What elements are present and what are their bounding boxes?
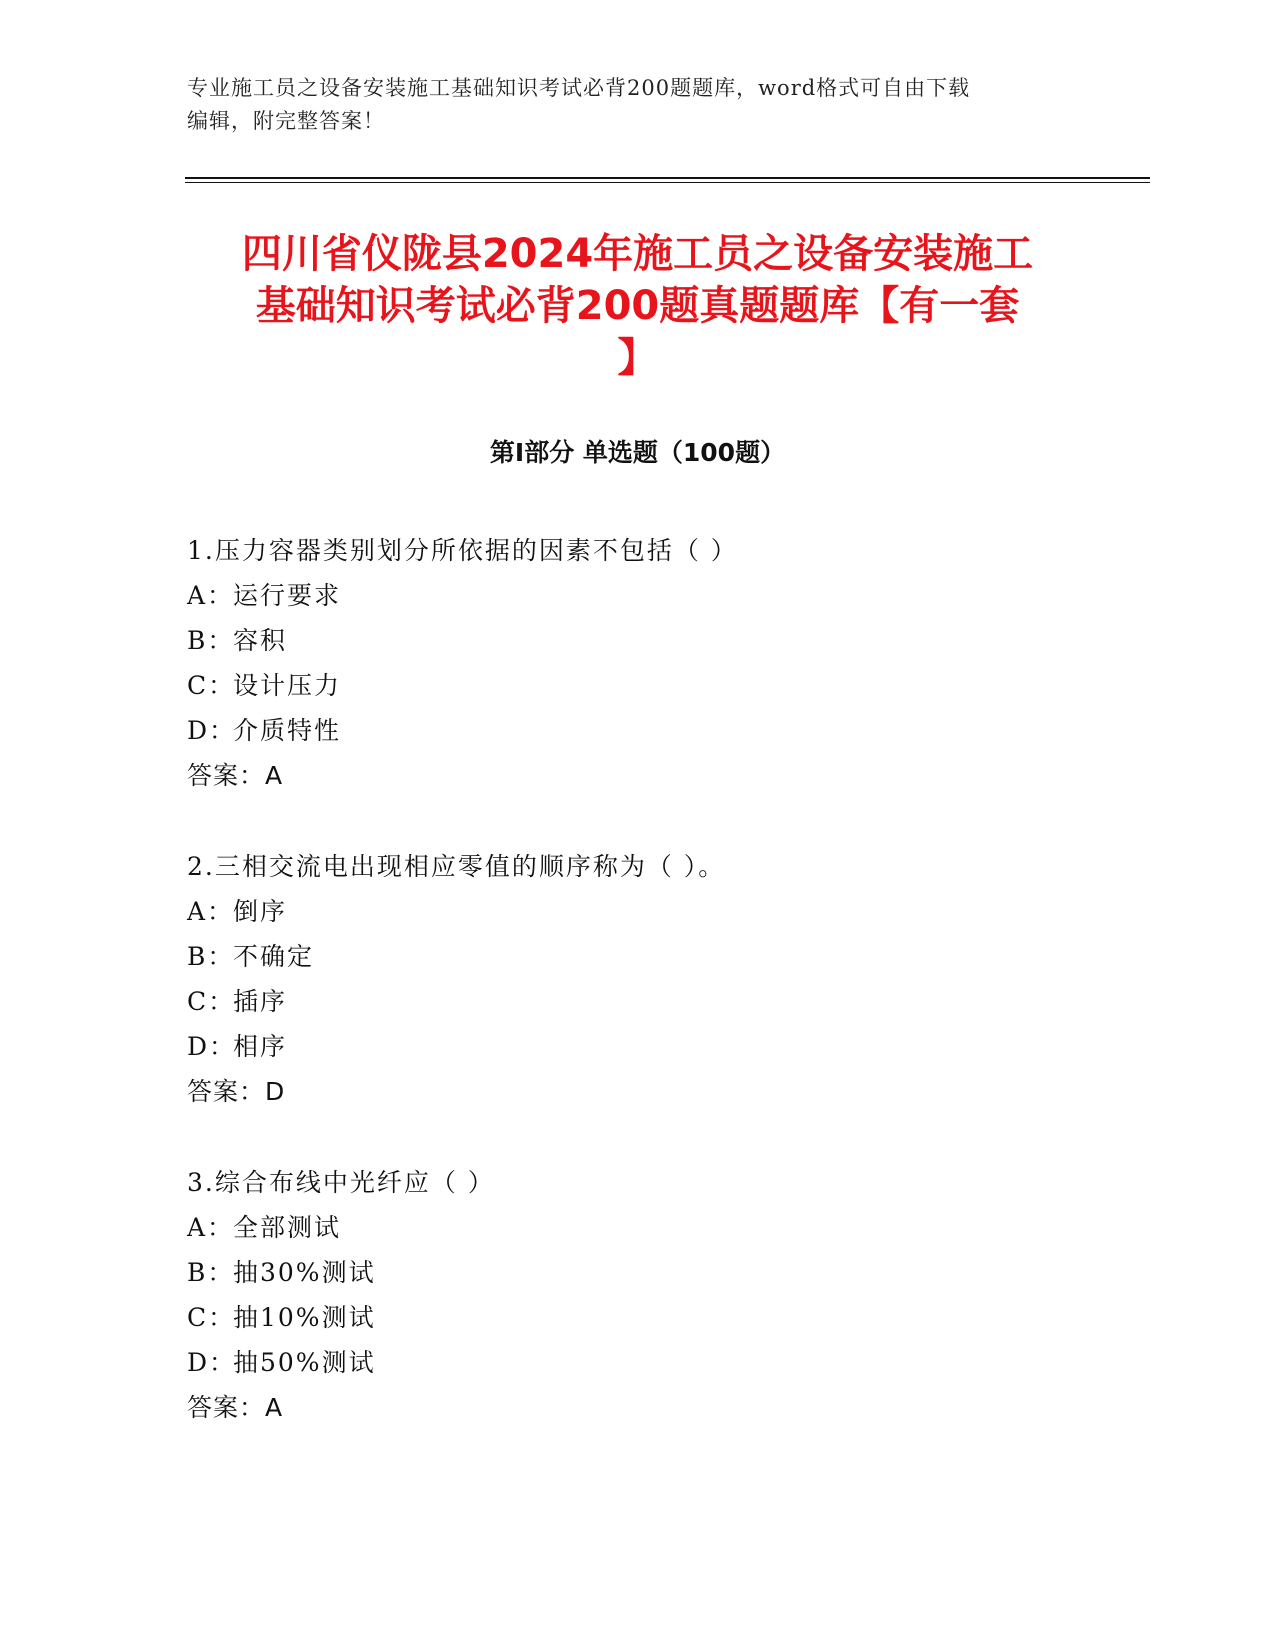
header-divider-thin bbox=[185, 182, 1150, 183]
question-option-a bbox=[187, 573, 1087, 618]
document-title-line2: 基础知识考试必背200题真题题库【有一套 bbox=[255, 283, 1020, 329]
header-note-line2: 编辑，附完整答案！ bbox=[187, 109, 385, 133]
option-text: 不确定 bbox=[233, 942, 315, 971]
option-text: 插序 bbox=[233, 987, 288, 1016]
question-answer: 答案：A bbox=[187, 761, 284, 790]
option-text: 倒序 bbox=[233, 897, 288, 926]
header-note-line1: 专业施工员之设备安装施工基础知识考试必背200题题库，word格式可自由下载 bbox=[187, 76, 971, 100]
document-title-line1: 四川省仪陇县2024年施工员之设备安装施工 bbox=[241, 231, 1034, 277]
header-divider-thick bbox=[185, 177, 1150, 179]
question-answer: 答案：D bbox=[187, 1077, 286, 1106]
option-key: B： bbox=[187, 942, 235, 971]
question-list bbox=[187, 528, 1087, 1476]
option-key: D： bbox=[187, 716, 237, 745]
option-text: 运行要求 bbox=[233, 581, 342, 610]
option-key: B： bbox=[187, 1258, 235, 1287]
question-item bbox=[187, 844, 1087, 1114]
question-item bbox=[187, 528, 1087, 798]
header-note bbox=[187, 72, 1087, 138]
option-key: D： bbox=[187, 1348, 237, 1377]
question-stem: 1.压力容器类别划分所依据的因素不包括（ ） bbox=[187, 536, 738, 565]
question-item bbox=[187, 1160, 1087, 1430]
question-option-a bbox=[187, 889, 1087, 934]
question-option-c bbox=[187, 1295, 1087, 1340]
option-text: 设计压力 bbox=[233, 671, 342, 700]
option-key: A： bbox=[187, 1213, 235, 1242]
option-key: A： bbox=[187, 581, 235, 610]
option-key: B： bbox=[187, 626, 235, 655]
question-option-d bbox=[187, 1340, 1087, 1385]
option-key: C： bbox=[187, 1303, 236, 1332]
section-title: 第Ⅰ部分 单选题（100题） bbox=[489, 438, 786, 467]
question-option-b bbox=[187, 1250, 1087, 1295]
option-text: 抽10%测试 bbox=[233, 1303, 376, 1332]
question-answer: 答案：A bbox=[187, 1393, 284, 1422]
option-key: A： bbox=[187, 897, 235, 926]
option-text: 相序 bbox=[233, 1032, 288, 1061]
question-stem: 3.综合布线中光纤应（ ） bbox=[187, 1168, 495, 1197]
question-option-b bbox=[187, 934, 1087, 979]
question-option-c bbox=[187, 979, 1087, 1024]
document-title-line3: 】 bbox=[617, 335, 658, 381]
option-key: C： bbox=[187, 671, 236, 700]
question-option-b bbox=[187, 618, 1087, 663]
document-title bbox=[185, 228, 1090, 384]
option-key: C： bbox=[187, 987, 236, 1016]
option-text: 抽50%测试 bbox=[233, 1348, 376, 1377]
question-stem: 2.三相交流电出现相应零值的顺序称为（ ）。 bbox=[187, 852, 726, 881]
option-text: 介质特性 bbox=[233, 716, 342, 745]
option-text: 容积 bbox=[233, 626, 288, 655]
question-option-d bbox=[187, 708, 1087, 753]
question-option-d bbox=[187, 1024, 1087, 1069]
option-text: 抽30%测试 bbox=[233, 1258, 376, 1287]
question-option-a bbox=[187, 1205, 1087, 1250]
option-key: D： bbox=[187, 1032, 237, 1061]
option-text: 全部测试 bbox=[233, 1213, 342, 1242]
question-option-c bbox=[187, 663, 1087, 708]
